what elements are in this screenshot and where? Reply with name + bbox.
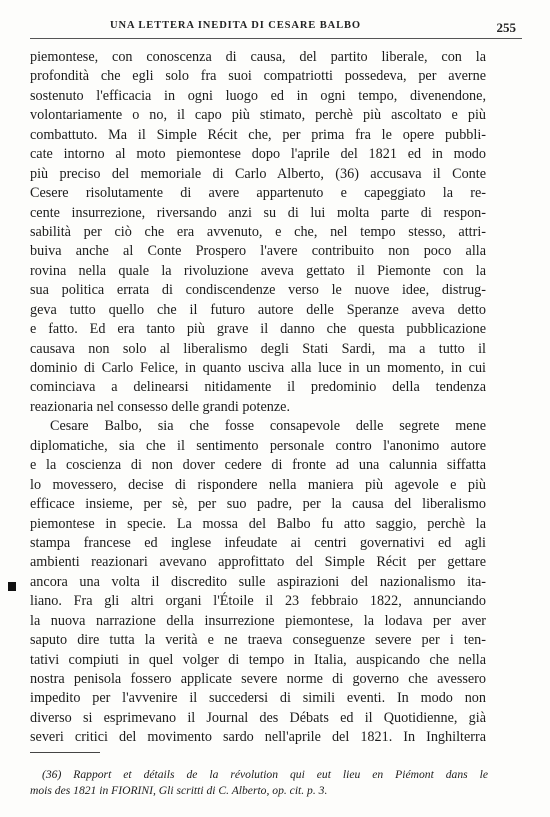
text-line: saputo dire tutta la verità e ne traeva conseguenze severe per i ten-	[30, 632, 486, 649]
text-line: piemontese, con conoscenza di causa, del partito liberale, con la	[30, 49, 486, 65]
running-header	[30, 14, 522, 36]
footnote-line: (36) Rapport et détails de la révolution qui eut lieu en Piémont dans le	[42, 768, 488, 781]
text-line: impedito per l'avvenire il succedersi di simili eventi. In modo non	[30, 690, 486, 707]
text-line: dominio di Carlo Felice, in quanto usciva alla luce in un momento, in cui	[30, 360, 486, 376]
text-line: cate intorno al moto piemontese dopo l'aprile del 1821 ed in modo	[30, 146, 486, 163]
text-line: lo movessero, decise di rispondere nella maniera più agevole e più	[30, 476, 486, 493]
text-line: sua politica errata di condiscendenze verso le nuove idee, distrug-	[30, 282, 486, 299]
text-line: la nuova narrazione della insurrezione piemontese, la lodava per aver	[30, 612, 486, 629]
text-line: diplomatiche, sia che il sentimento personale contro l'anonimo autore	[30, 437, 486, 454]
footnote	[30, 767, 488, 799]
text-line: combattuto. Ma il Simple Récit che, per prima fra le opere pubbli-	[30, 126, 486, 143]
text-line: nostra penisola fossero applicate severe norme di governo che avessero	[30, 671, 486, 687]
text-line: sostenuto l'efficacia in ogni luogo ed in ogni tempo, divenendone,	[30, 87, 486, 104]
text-line: cominciava a delinearsi nitidamente il predominio della tendenza	[30, 379, 486, 396]
text-line: geva tutto quello che il futuro autore delle Speranze aveva detto	[30, 301, 486, 318]
text-line: volontariamente o no, il capo più stimato, perchè più ascoltato e più	[30, 107, 486, 124]
footnote-rule	[30, 752, 100, 753]
text-line: Cesere risolutamente di avere appartenuto e capeggiato la re-	[30, 185, 486, 202]
text-line: profondità che egli solo fra suoi compatriotti possedeva, per averne	[30, 68, 486, 85]
text-line: cente insurrezione, riversando anzi su di lui molta parte di respon-	[30, 204, 486, 221]
margin-mark-icon	[8, 582, 16, 591]
text-line: severi critici del movimento sardo nell'aprile del 1821. In Inghilterra	[30, 729, 486, 746]
text-line: buiva anche al Conte Prospero l'avere contribuito non poco alla	[30, 243, 486, 260]
text-line: più preciso del memoriale di Carlo Alberto, (36) accusava il Conte	[30, 165, 486, 182]
text-line: sabilità per ciò che era avvenuto, e che, nel tempo stesso, attri-	[30, 223, 486, 240]
text-line: reazionaria nel consesso delle grandi potenze.	[30, 398, 290, 415]
text-line: rovina nella quale la rivoluzione aveva gettato il Piemonte con la	[30, 262, 486, 279]
text-line: liano. Fra gli altri organi l'Étoile il 23 febbraio 1822, annunciando	[30, 593, 486, 610]
text-line: stampa francese ed inglese infeudate ai centri governativi ed agli	[30, 534, 486, 551]
body-text	[30, 48, 486, 748]
text-line: causava non solo al liberalismo degli Stati Sardi, ma a tutto il	[30, 340, 486, 357]
page-number: 255	[496, 20, 516, 35]
text-line: efficace insieme, per sè, per suo padre, per la causa del liberalismo	[30, 496, 486, 513]
text-line: piemontese in specie. La mossa del Balbo fu atto saggio, perchè la	[30, 515, 486, 532]
text-line: ambienti reazionari avevano approfittato del Simple Récit per gettare	[30, 554, 486, 571]
footnote-line: mois des 1821 in FIORINI, Gli scritti di C. Alberto, op. cit. p. 3.	[30, 784, 328, 797]
text-line: ancora una volta il discredito sulle aspirazioni del nazionalismo ita-	[30, 573, 486, 590]
running-title: UNA LETTERA INEDITA DI CESARE BALBO	[110, 20, 361, 31]
text-line: e la coscienza di non dover cedere di fronte ad una calunnia siffatta	[30, 457, 486, 474]
text-line: e fatto. Ed era tanto più grave il danno che questa pubblicazione	[30, 321, 486, 338]
text-line: Cesare Balbo, sia che fosse consapevole delle segrete mene	[50, 418, 486, 435]
text-line: diverso si esprimevano il Journal des Débats ed il Quotidienne, già	[30, 709, 486, 726]
header-rule	[30, 38, 522, 39]
text-line: tativi compiuti in quel volger di tempo in Italia, auspicando che nella	[30, 651, 486, 668]
